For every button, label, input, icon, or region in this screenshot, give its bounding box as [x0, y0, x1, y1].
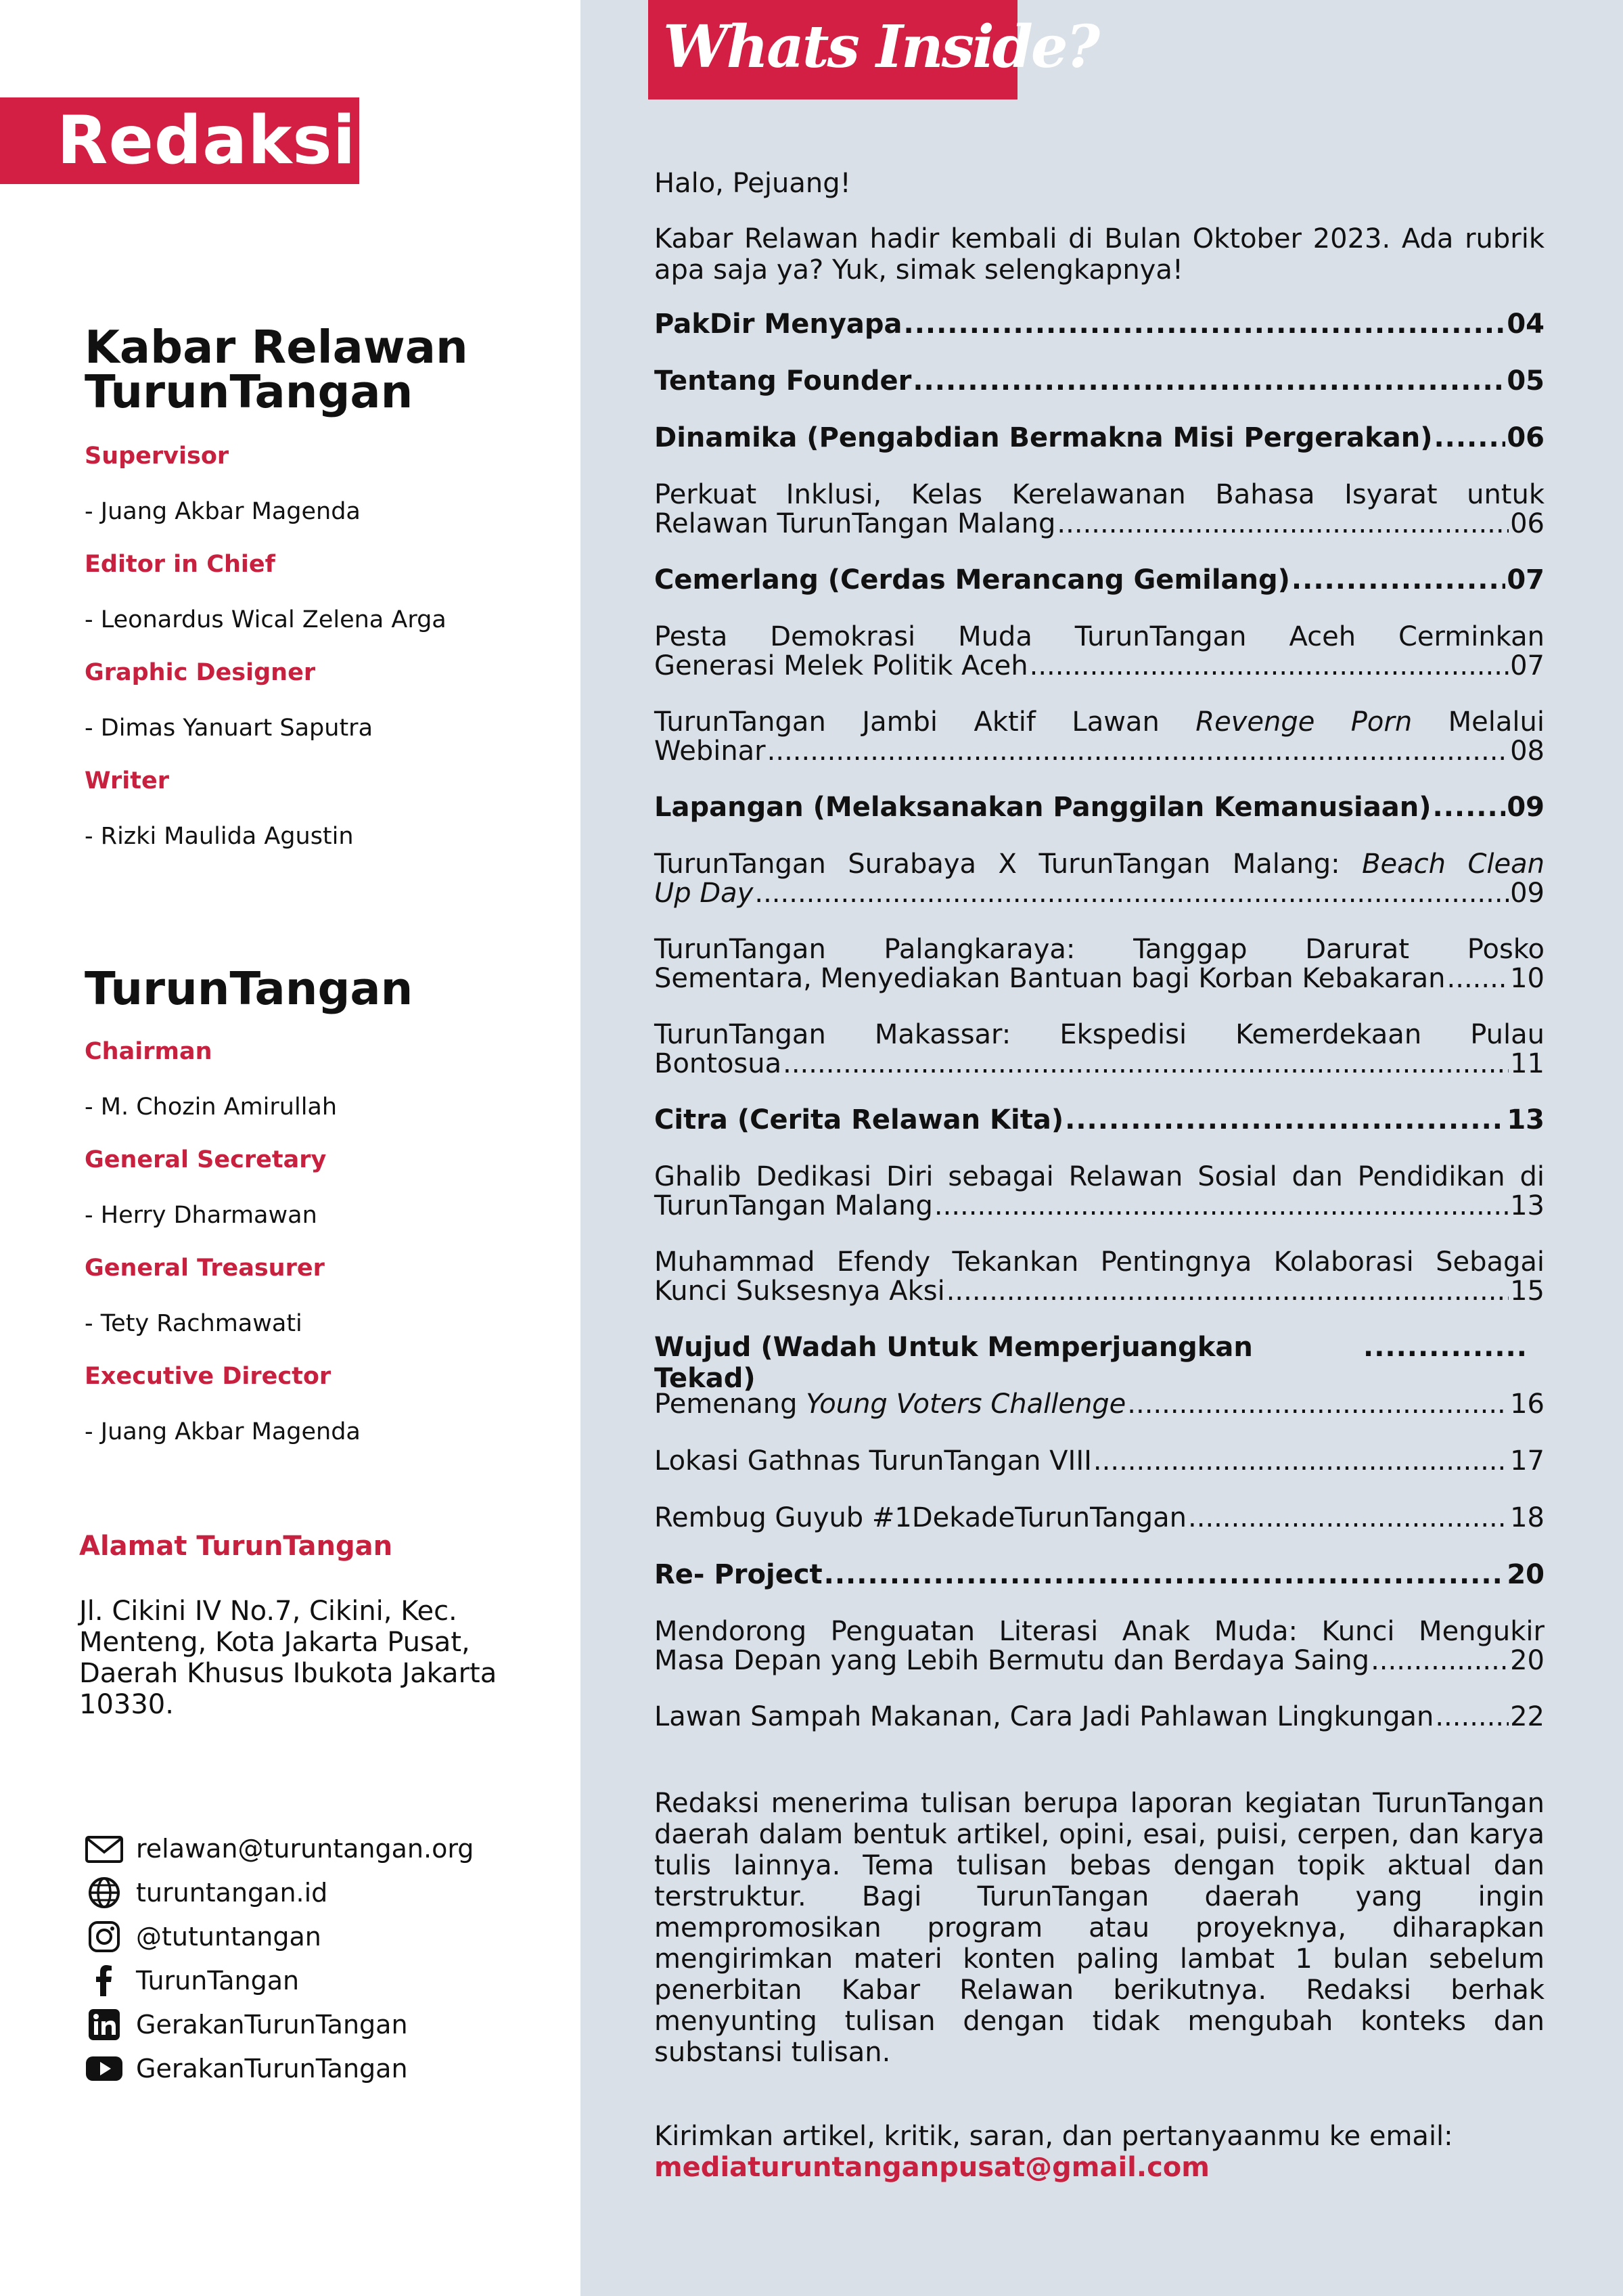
redaksi-title: Redaksi — [57, 102, 357, 179]
leader-dots — [824, 1559, 1506, 1590]
toc-item[interactable] — [654, 1390, 1545, 1419]
toc-section-dinamika[interactable] — [654, 422, 1545, 453]
contact-linkedin[interactable] — [85, 2006, 408, 2044]
toc-item-line1: TurunTangan Makassar: Ekspedisi Kemerdekaan Pulau — [654, 1019, 1545, 1050]
leader-dots — [767, 737, 1509, 766]
toc-item-line1 — [654, 850, 1545, 879]
toc-page: 20 — [1510, 1645, 1545, 1676]
toc-item-line2: Sementara, Menyediakan Bantuan bagi Korban Kebakaran — [654, 963, 1446, 994]
toc-item-line2: Bontosua — [654, 1048, 782, 1079]
leader-dots — [1030, 652, 1509, 681]
toc-section-reproject[interactable] — [654, 1559, 1545, 1590]
whats-inside-banner — [648, 0, 1098, 99]
contact-website-text[interactable]: turuntangan.id — [136, 1878, 328, 1908]
contact-facebook-text[interactable]: TurunTangan — [136, 1966, 300, 1996]
role-label: General Secretary — [85, 1146, 327, 1173]
left-column — [0, 0, 580, 2296]
role-label: Supervisor — [85, 443, 229, 470]
person-name: - Herry Dharmawan — [85, 1202, 317, 1229]
contact-website[interactable] — [85, 1874, 327, 1912]
toc-item-line2: Relawan TurunTangan Malang — [654, 508, 1056, 539]
kabar-title-line1: Kabar Relawan — [85, 321, 468, 374]
toc-section-citra[interactable] — [654, 1104, 1545, 1135]
redaksi-banner — [0, 97, 359, 184]
toc-item-line1: TurunTangan Palangkaraya: Tanggap Darurat Posko — [654, 934, 1545, 965]
toc-item-line1: Ghalib Dedikasi Diri sebagai Relawan Sosial dan Pendidikan di — [654, 1161, 1545, 1192]
toc-title: Tentang Founder — [654, 365, 912, 397]
toc-item[interactable] — [654, 1020, 1545, 1079]
toc-page: 05 — [1507, 365, 1545, 397]
toc-section-lapangan[interactable] — [654, 792, 1545, 823]
contact-youtube[interactable] — [85, 2050, 408, 2088]
contact-facebook[interactable] — [85, 1962, 299, 2000]
toc-item[interactable] — [654, 850, 1545, 908]
contact-instagram[interactable] — [85, 1918, 321, 1956]
intro-text: Kabar Relawan hadir kembali di Bulan Oktober 2023. Ada rubrik apa saja ya? Yuk, simak selengkapnya! — [654, 223, 1545, 286]
contact-linkedin-text[interactable]: GerakanTurunTangan — [136, 2010, 408, 2040]
youtube-icon — [85, 2050, 127, 2088]
toc-page: 20 — [1507, 1559, 1545, 1590]
leader-dots — [1065, 1104, 1505, 1135]
toc-title: Lapangan (Melaksanakan Panggilan Kemanusiaan) — [654, 792, 1432, 823]
toc-item[interactable] — [654, 1248, 1545, 1306]
leader-dots — [1291, 564, 1505, 595]
contact-email-text[interactable]: relawan@turuntangan.org — [136, 1834, 474, 1864]
toc-item[interactable] — [654, 708, 1545, 766]
toc-item-line1 — [654, 708, 1545, 737]
toc-item-line2: TurunTangan Malang — [654, 1190, 933, 1221]
leader-dots — [1093, 1447, 1509, 1476]
toc-page: 13 — [1510, 1190, 1545, 1221]
text-italic: Beach Clean — [1362, 849, 1545, 880]
toc-title: PakDir Menyapa — [654, 309, 902, 340]
text-part: Melalui — [1412, 706, 1545, 738]
leader-dots — [1057, 510, 1509, 539]
person-name: - Tety Rachmawati — [85, 1310, 302, 1337]
role-label: General Treasurer — [85, 1255, 325, 1282]
person-name: - Rizki Maulida Agustin — [85, 823, 354, 850]
contact-email[interactable] — [85, 1830, 474, 1868]
role-label: Chairman — [85, 1038, 212, 1065]
toc-page: 06 — [1510, 508, 1545, 539]
whats-inside-title: Whats Inside? — [663, 13, 1098, 81]
toc-page: 07 — [1510, 650, 1545, 681]
person-name: - Juang Akbar Magenda — [85, 498, 361, 525]
toc-page: 22 — [1510, 1701, 1545, 1732]
text-part: TurunTangan Jambi Aktif Lawan — [654, 706, 1196, 738]
toc-title: Cemerlang (Cerdas Merancang Gemilang) — [654, 564, 1290, 595]
kabar-title-line2: TurunTangan — [85, 365, 413, 418]
toc-page: 04 — [1507, 309, 1545, 340]
toc-item-line2: Kunci Suksesnya Aksi — [654, 1276, 945, 1307]
text-italic: Revenge Porn — [1195, 706, 1413, 738]
toc-item-line1: Pesta Demokrasi Muda TurunTangan Aceh Cerminkan — [654, 621, 1545, 652]
person-name: - Juang Akbar Magenda — [85, 1418, 361, 1445]
role-label: Graphic Designer — [85, 659, 316, 686]
globe-icon — [85, 1874, 127, 1912]
role-label: Editor in Chief — [85, 551, 275, 578]
leader-dots — [783, 1050, 1509, 1079]
toc-page: 15 — [1510, 1276, 1545, 1307]
leader-dots — [1363, 1332, 1526, 1363]
email-icon — [85, 1830, 127, 1868]
toc-item[interactable] — [654, 1447, 1545, 1476]
toc-item-line2: Up Day — [654, 878, 754, 909]
toc-item-line2: Masa Depan yang Lebih Bermutu dan Berdaya Saing — [654, 1645, 1370, 1676]
toc-page: 06 — [1507, 422, 1545, 453]
leader-dots — [1127, 1390, 1509, 1419]
toc-item-title: Lawan Sampah Makanan, Cara Jadi Pahlawan Lingkungan — [654, 1701, 1434, 1732]
toc-title: Wujud (Wadah Untuk Memperjuangkan Tekad) — [654, 1332, 1253, 1394]
person-name: - Leonardus Wical Zelena Arga — [85, 606, 447, 633]
toc-title: Re- Project — [654, 1559, 823, 1590]
toc-item-title: Lokasi Gathnas TurunTangan VIII — [654, 1445, 1092, 1477]
person-name: - M. Chozin Amirullah — [85, 1094, 338, 1121]
leader-dots — [946, 1277, 1509, 1306]
leader-dots — [754, 879, 1509, 908]
facebook-icon — [85, 1962, 127, 2000]
text-part: Pemenang — [654, 1389, 806, 1420]
toc-item-line1: Muhammad Efendy Tekankan Pentingnya Kolaborasi Sebagai — [654, 1246, 1545, 1278]
toc-section-wujud[interactable] — [654, 1332, 1527, 1394]
toc-item-line2: Generasi Melek Politik Aceh — [654, 650, 1028, 681]
submission-note: Redaksi menerima tulisan berupa laporan kegiatan TurunTangan daerah dalam bentuk artikel, opini, esai, puisi, cerpen, dan karya tulis lainnya. Tema tulisan bebas dengan topik aktual dan terstruktur. Bagi TurunTangan daerah yang ingin mempromosikan program atau proyeknya, diharapkan mengirimkan materi konten paling lambat 1 bulan sebelum penerbitan Kabar Relawan berikutnya. Redaksi berhak menyunting tulisan dengan tidak mengubah konteks dan substansi tulisan. — [654, 1788, 1545, 2068]
toc-item[interactable] — [654, 480, 1545, 539]
contact-youtube-text[interactable]: GerakanTurunTangan — [136, 2054, 408, 2084]
toc-item[interactable] — [654, 935, 1545, 993]
leader-dots — [1188, 1504, 1509, 1533]
kabar-relawan-title — [85, 321, 468, 418]
toc-page: 11 — [1510, 1048, 1545, 1079]
toc-page: 18 — [1510, 1502, 1545, 1533]
linkedin-icon — [85, 2006, 127, 2044]
leader-dots — [913, 365, 1505, 397]
leader-dots — [1434, 422, 1505, 453]
toc-item-line2: Webinar — [654, 736, 766, 767]
toc-page: 09 — [1507, 792, 1545, 823]
toc-page: 08 — [1510, 736, 1545, 767]
role-label: Writer — [85, 767, 169, 794]
address-text: Jl. Cikini IV No.7, Cikini, Kec. Menteng, Kota Jakarta Pusat, Daerah Khusus Ibukota Jakarta 10330. — [79, 1596, 497, 1720]
person-name: - Dimas Yanuart Saputra — [85, 715, 373, 742]
toc-page: 09 — [1510, 878, 1545, 909]
toc-title: Dinamika (Pengabdian Bermakna Misi Pergerakan) — [654, 422, 1433, 453]
text-italic: Young Voters Challenge — [806, 1389, 1126, 1420]
toc-section-founder[interactable] — [654, 365, 1545, 397]
text-part: TurunTangan Surabaya X TurunTangan Malang: — [654, 849, 1363, 880]
toc-page: 17 — [1510, 1445, 1545, 1477]
toc-item-line1: Mendorong Penguatan Literasi Anak Muda: Kunci Mengukir — [654, 1616, 1545, 1647]
toc-item[interactable] — [654, 1504, 1545, 1533]
toc-section-cemerlang[interactable] — [654, 564, 1545, 595]
leader-dots — [904, 309, 1506, 340]
leader-dots — [934, 1192, 1509, 1221]
contact-instagram-text[interactable]: @tutuntangan — [136, 1922, 321, 1952]
toc-page: 07 — [1507, 564, 1545, 595]
turuntangan-title: TurunTangan — [85, 962, 413, 1015]
toc-item-title: Rembug Guyub #1DekadeTurunTangan — [654, 1502, 1187, 1533]
leader-dots — [1433, 792, 1506, 823]
instagram-icon — [85, 1918, 127, 1956]
leader-dots — [1435, 1703, 1509, 1732]
toc-item[interactable] — [654, 1617, 1545, 1675]
role-label: Executive Director — [85, 1363, 332, 1390]
toc-item-line1: Perkuat Inklusi, Kelas Kerelawanan Bahasa Isyarat untuk — [654, 479, 1545, 510]
toc-item[interactable] — [654, 1163, 1545, 1221]
greeting: Halo, Pejuang! — [654, 168, 851, 199]
toc-section-pakdir[interactable] — [654, 309, 1545, 340]
toc-page: 16 — [1510, 1389, 1545, 1420]
contact-block — [654, 2121, 1545, 2183]
leader-dots — [1371, 1646, 1509, 1675]
contact-line: Kirimkan artikel, kritik, saran, dan pertanyaanmu ke email: — [654, 2121, 1453, 2152]
toc-page: 13 — [1507, 1104, 1545, 1135]
toc-item[interactable] — [654, 1703, 1545, 1732]
toc-title: Citra (Cerita Relawan Kita) — [654, 1104, 1064, 1135]
toc-page: 10 — [1510, 963, 1545, 994]
address-title: Alamat TurunTangan — [79, 1531, 393, 1562]
contact-email-link[interactable]: mediaturuntanganpusat@gmail.com — [654, 2152, 1210, 2183]
toc-item[interactable] — [654, 623, 1545, 681]
leader-dots — [1447, 964, 1509, 993]
